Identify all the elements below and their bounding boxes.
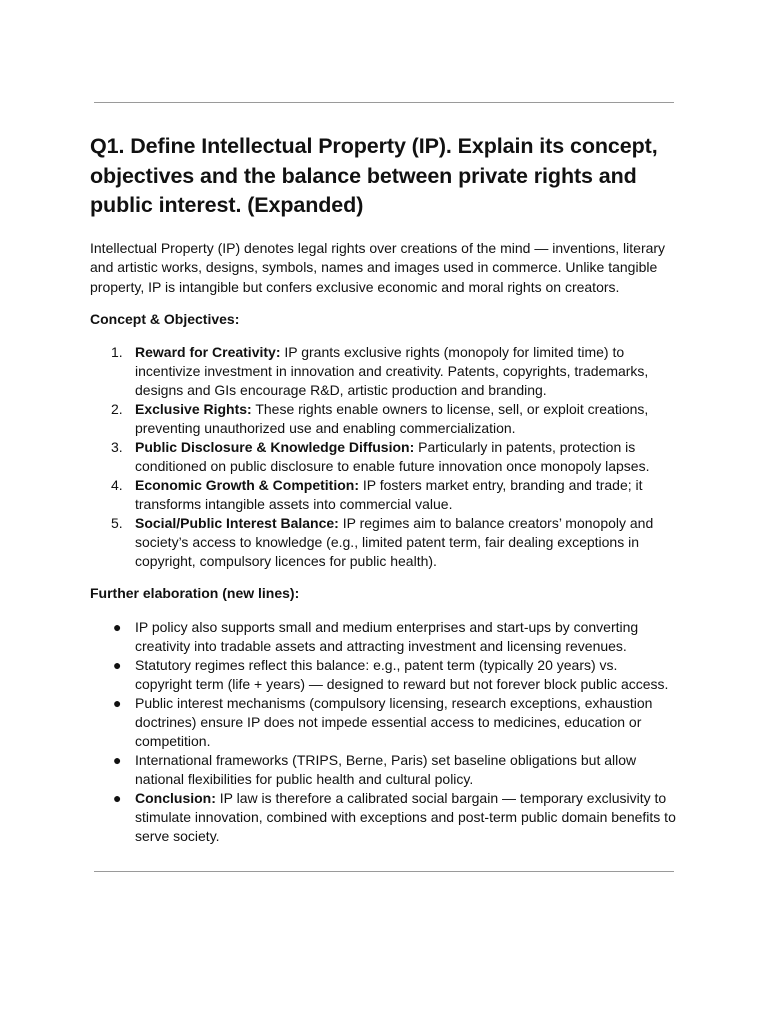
- objective-term: Economic Growth & Competition:: [135, 477, 359, 493]
- bullet-icon: ●: [113, 619, 122, 635]
- concept-objectives-heading: Concept & Objectives:: [90, 311, 240, 327]
- objective-text: Particularly in patents, protection is conditioned on public disclosure to enable future innovation once monopoly lapses.: [135, 439, 650, 474]
- elaboration-text: Statutory regimes reflect this balance: e.g., patent term (typically 20 years) vs. copyright term (life + years) — designed to reward but not forever block public access.: [135, 657, 669, 692]
- list-number: 5.: [111, 515, 123, 531]
- elaboration-list: [90, 618, 678, 846]
- list-number: 4.: [111, 477, 123, 493]
- elaboration-item: [90, 789, 678, 846]
- elaboration-text: IP law is therefore a calibrated social bargain — temporary exclusivity to stimulate innovation, combined with exceptions and post-term public domain benefits to serve society.: [135, 790, 676, 844]
- list-number: 3.: [111, 439, 123, 455]
- bottom-divider: [94, 871, 674, 872]
- objectives-list: [90, 343, 678, 571]
- bullet-icon: ●: [113, 695, 122, 711]
- objective-term: Exclusive Rights:: [135, 401, 252, 417]
- objective-text: IP fosters market entry, branding and trade; it transforms intangible assets into commercial value.: [135, 477, 643, 512]
- objective-item: [90, 438, 678, 476]
- document-body: [90, 132, 678, 846]
- bullet-icon: ●: [113, 752, 122, 768]
- intro-paragraph: Intellectual Property (IP) denotes legal rights over creations of the mind — inventions, literary and artistic works, designs, symbols, names and images used in commerce. Unlike tangible property, IP is intangible but confers exclusive economic and moral rights on creators.: [90, 239, 666, 295]
- objective-item: [90, 514, 678, 571]
- further-elaboration-heading: Further elaboration (new lines):: [90, 585, 300, 601]
- objective-text: IP regimes aim to balance creators’ monopoly and society’s access to knowledge (e.g., limited patent term, fair dealing exceptions in copyright, compulsory licences for public health).: [135, 515, 654, 569]
- objective-item: [90, 476, 678, 514]
- elaboration-item: [90, 694, 678, 751]
- list-number: 2.: [111, 401, 123, 417]
- objective-text: IP grants exclusive rights (monopoly for limited time) to incentivize investment in innovation and creativity. Patents, copyrights, trademarks, designs and GIs encourage R&D, artistic production and branding.: [135, 344, 649, 398]
- objective-text: These rights enable owners to license, sell, or exploit creations, preventing unauthorized use and enabling commercialization.: [135, 401, 649, 436]
- page-title: Q1. Define Intellectual Property (IP). Explain its concept, objectives and the balance between private rights and public interest. (Expanded): [90, 134, 658, 217]
- elaboration-text: International frameworks (TRIPS, Berne, Paris) set baseline obligations but allow national flexibilities for public health and cultural policy.: [135, 752, 637, 787]
- top-divider: [94, 102, 674, 103]
- objective-item: [90, 343, 678, 400]
- elaboration-item: [90, 751, 678, 789]
- list-number: 1.: [111, 344, 123, 360]
- objective-term: Reward for Creativity:: [135, 344, 281, 360]
- objective-item: [90, 400, 678, 438]
- conclusion-term: Conclusion:: [135, 790, 216, 806]
- elaboration-item: [90, 618, 678, 656]
- objective-term: Social/Public Interest Balance:: [135, 515, 339, 531]
- elaboration-text: Public interest mechanisms (compulsory licensing, research exceptions, exhaustion doctrines) ensure IP does not impede essential access to medicines, education or competition.: [135, 695, 653, 749]
- bullet-icon: ●: [113, 657, 122, 673]
- elaboration-text: IP policy also supports small and medium enterprises and start-ups by converting creativity into tradable assets and attracting investment and licensing revenues.: [135, 619, 639, 654]
- bullet-icon: ●: [113, 790, 122, 806]
- elaboration-item: [90, 656, 678, 694]
- objective-term: Public Disclosure & Knowledge Diffusion:: [135, 439, 415, 455]
